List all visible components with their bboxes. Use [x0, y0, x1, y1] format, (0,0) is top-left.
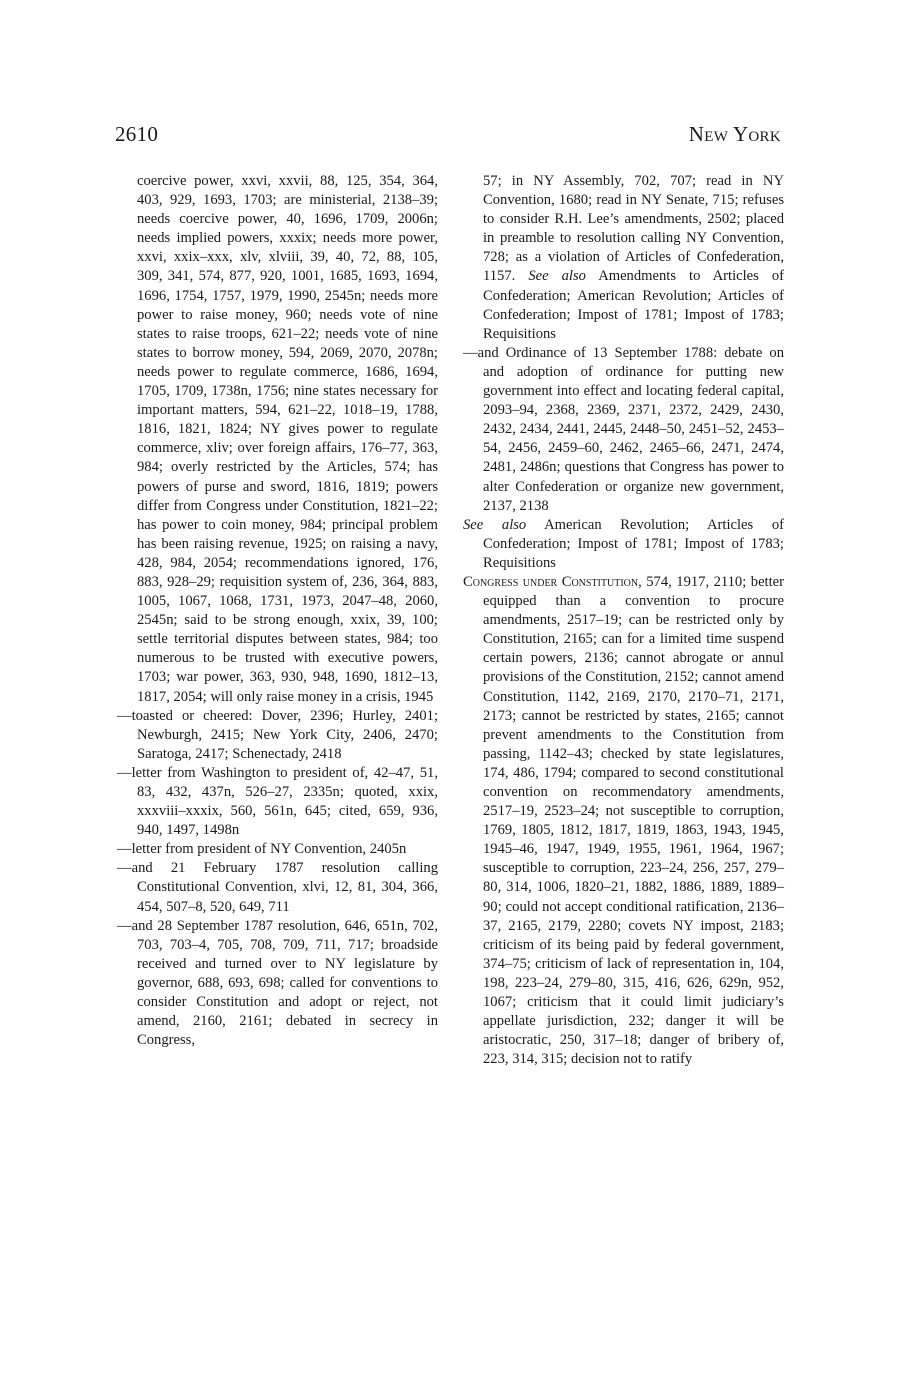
see-also-label: See also	[528, 268, 586, 285]
index-heading-term: Congress under Constitution	[463, 573, 639, 590]
see-also-references: Amendments to Articles of Confederation; American Revolution; Articles of Confederation; Impost of 1781; Impost of 1783; Requisitions	[483, 268, 785, 342]
see-also-references: American Revolution; Articles of Confederation; Impost of 1781; Impost of 1783; Requisitions	[483, 516, 785, 571]
index-heading-congress-under-constitution	[463, 573, 784, 1069]
index-subentry-28-september-resolution: —and 28 September 1787 resolution, 646, 651n, 702, 703, 703–4, 705, 708, 709, 711, 717; broadside received and turned over to NY legislature by governor, 688, 693, 698; called for conventions to consider Constitution and adopt or reject, not amend, 2160, 2161; debated in secrecy in Congress,	[117, 917, 438, 1049]
see-also-entry	[463, 516, 784, 573]
index-subentry-ordinance: —and Ordinance of 13 September 1788: debate on and adoption of ordinance for putting new government into effect and locating federal capital, 2093–94, 2368, 2369, 2371, 2372, 2429, 2430, 2432, 2434, 2441, 2445, 2448–50, 2451–52, 2453–54, 2456, 2459–60, 2462, 2465–66, 2471, 2474, 2481, 2486n; questions that Congress has power to alter Confederation or organize new government, 2137, 2138	[463, 344, 784, 514]
index-subentry-21-february-resolution: —and 21 February 1787 resolution calling Constitutional Convention, xlvi, 12, 81, 304, 366, 454, 507–8, 520, 649, 711	[117, 860, 438, 915]
index-subentry-toasted: —toasted or cheered: Dover, 2396; Hurley, 2401; Newburgh, 2415; New York City, 2406, 2470; Saratoga, 2417; Schenectady, 2418	[117, 707, 438, 762]
page-number: 2610	[115, 122, 159, 146]
index-subentry-president-letter: —letter from president of NY Convention, 2405n	[117, 841, 407, 858]
running-head: New York	[688, 122, 781, 146]
index-entry-continuation: coercive power, xxvi, xxvii, 88, 125, 354, 364, 403, 929, 1693, 1703; are ministerial, 2138–39; needs coercive power, 40, 1696, 1709, 2006n; needs implied powers, xxxix; needs more power, xxvi, xxix–xxx, xlv, xlviii, 39, 40, 72, 88, 105, 309, 341, 574, 877, 920, 1001, 1685, 1693, 1694, 1696, 1754, 1757, 1979, 1990, 2545n; needs more power to raise money, 960; needs vote of nine states to raise troops, 621–22; needs vote of nine states to borrow money, 594, 2069, 2070, 2078n; needs power to regulate commerce, 1686, 1694, 1705, 1709, 1738n, 1756; nine states necessary for important matters, 594, 621–22, 1018–19, 1788, 1816, 1821, 1824; NY gives power to regulate commerce, xliv; over foreign affairs, 176–77, 363, 984; overly restricted by the Articles, 574; has powers of purse and sword, 1816, 1819; powers differ from Congress under Constitution, 1821–22; has power to coin money, 984; principal problem has been raising revenue, 1925; on raising a navy, 428, 984, 2054; recommendations ignored, 176, 883, 928–29; requisition system of, 236, 364, 883, 1005, 1067, 1068, 1731, 1973, 2047–48, 2060, 2545n; said to be strong enough, xxix, 39, 100; settle territorial disputes between states, 984; too numerous to be trusted with executive powers, 1703; war power, 363, 930, 948, 1690, 1812–13, 1817, 2054; will only raise money in a crisis, 1945	[137, 173, 438, 705]
index-subentry-washington-letter: —letter from Washington to president of, 42–47, 51, 83, 432, 437n, 526–27, 2335n; quoted, xxix, xxxviii–xxxix, 560, 561n, 645; cited, 659, 936, 940, 1497, 1498n	[117, 764, 438, 839]
index-column-right	[463, 172, 784, 1069]
page-header	[115, 122, 781, 152]
index-entry-continuation	[463, 172, 784, 344]
see-also-label: See also	[463, 516, 527, 533]
index-column-left	[117, 172, 438, 1050]
continuation-text: 57; in NY Assembly, 702, 707; read in NY Convention, 1680; read in NY Senate, 715; refuses to consider R.H. Lee’s amendments, 2502; placed in preamble to resolution calling NY Convention, 728; as a violation of Articles of Confederation, 1157.	[483, 173, 784, 285]
index-heading-text: , 574, 1917, 2110; better equipped than a convention to procure amendments, 2517–19; can be restricted only by Constitution, 2165; can for a limited time suspend certain powers, 2136; cannot abrogate or annul provisions of the Constitution, 2152; cannot amend Constitution, 1142, 2169, 2170, 2170–71, 2171, 2173; cannot be restricted by states, 2165; cannot prevent amendments to the Constitution from passing, 1142–43; checked by state legislatures, 174, 486, 1794; compared to second constitutional convention on recommendatory amendments, 2517–19, 2523–24; not susceptible to corruption, 1769, 1805, 1812, 1817, 1819, 1863, 1943, 1945, 1945–46, 1947, 1949, 1955, 1961, 1964, 1967; susceptible to corruption, 223–24, 256, 257, 279–80, 314, 1006, 1820–21, 1882, 1886, 1889, 1889–90; could not accept conditional ratification, 2136–37, 2165, 2179, 2280; covets NY impost, 2183; criticism of its being paid by federal government, 374–75; criticism of lack of representation in, 104, 198, 223–24, 279–80, 315, 416, 626, 629n, 952, 1067; criticism that it could limit judiciary’s appellate jurisdiction, 232; danger it will be aristocratic, 250, 317–18; danger of bribery of, 223, 314, 315; decision not to ratify	[483, 573, 784, 1068]
